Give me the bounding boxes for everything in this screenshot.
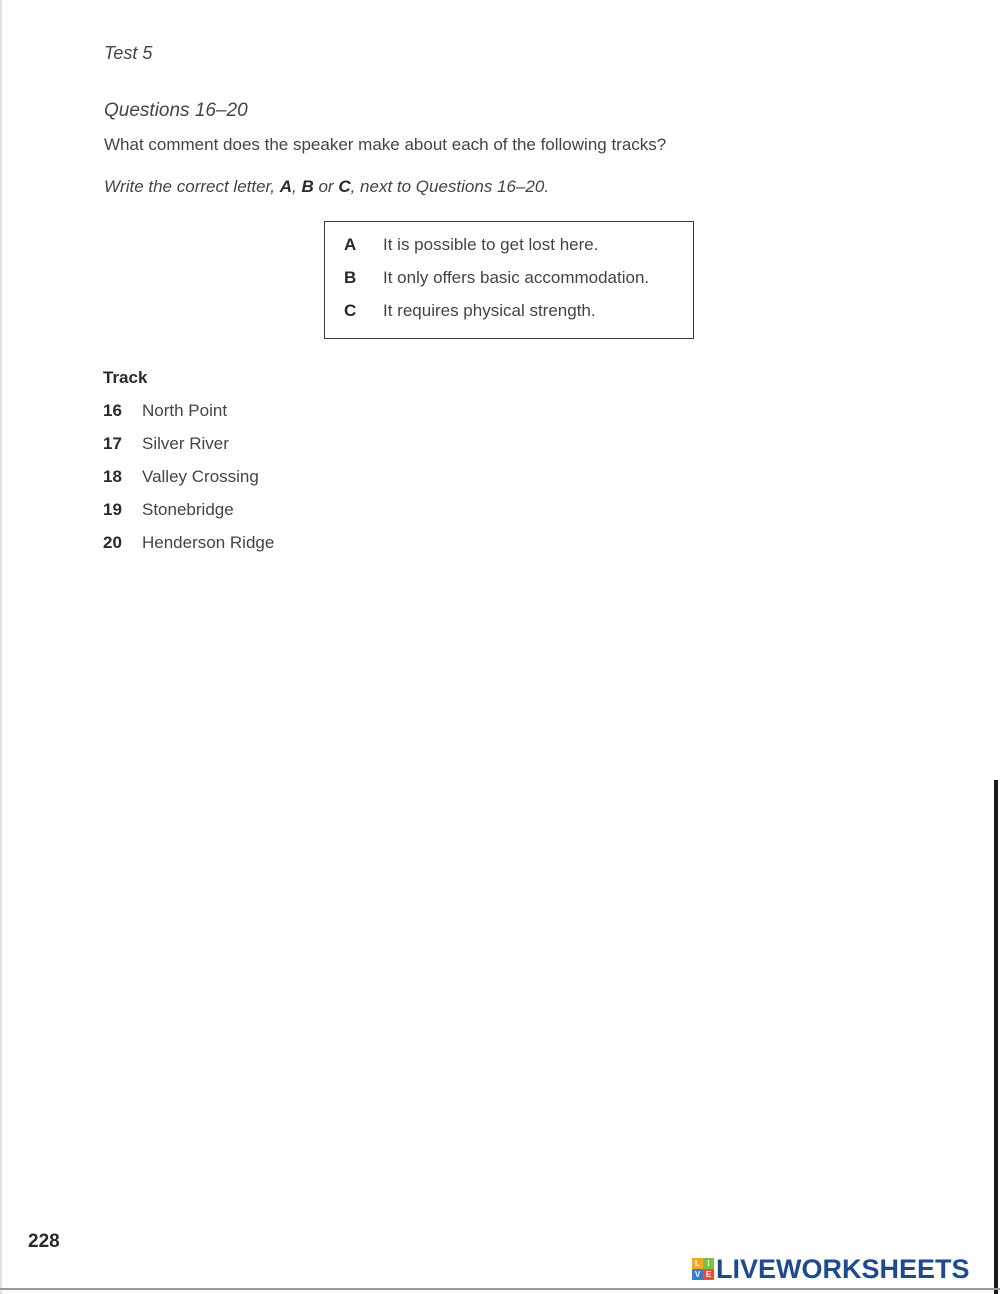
options-box bbox=[324, 221, 694, 339]
instruction-suffix: , next to Questions 16–20. bbox=[350, 177, 550, 196]
option-letter: A bbox=[344, 235, 357, 254]
test-label: Test 5 bbox=[104, 43, 153, 63]
logo-cell: V bbox=[692, 1269, 703, 1280]
option-text: It is possible to get lost here. bbox=[383, 235, 599, 254]
brand-text: LIVEWORKSHEETS bbox=[716, 1253, 970, 1284]
instruction-letter-b: B bbox=[301, 177, 314, 196]
instruction-or: or bbox=[313, 177, 339, 196]
option-text: It only offers basic accommodation. bbox=[383, 268, 650, 287]
logo-cell: E bbox=[703, 1269, 714, 1280]
question-prompt: What comment does the speaker make about each of the following tracks? bbox=[104, 135, 667, 154]
track-number: 20 bbox=[103, 533, 122, 552]
instruction-comma: , bbox=[292, 177, 302, 196]
track-name: North Point bbox=[142, 401, 228, 420]
liveworksheets-logo-icon bbox=[692, 1258, 714, 1280]
instruction-letter-c: C bbox=[338, 177, 351, 196]
page-number: 228 bbox=[28, 1231, 60, 1252]
scan-edge-left bbox=[0, 0, 3, 1294]
track-number: 16 bbox=[103, 401, 122, 420]
track-heading: Track bbox=[103, 368, 148, 387]
track-number: 19 bbox=[103, 500, 122, 519]
instruction-prefix: Write the correct letter, bbox=[104, 177, 280, 196]
section-heading: Questions 16–20 bbox=[104, 100, 248, 121]
scan-edge-right bbox=[994, 780, 998, 1294]
track-name: Silver River bbox=[142, 434, 229, 453]
option-text: It requires physical strength. bbox=[383, 301, 596, 320]
option-letter: B bbox=[344, 268, 357, 287]
option-row-a bbox=[325, 235, 693, 261]
option-row-b bbox=[325, 268, 693, 294]
liveworksheets-brand[interactable] bbox=[692, 1254, 970, 1284]
track-name: Stonebridge bbox=[142, 500, 234, 519]
option-letter: C bbox=[344, 301, 357, 320]
option-row-c bbox=[325, 301, 693, 327]
track-name: Henderson Ridge bbox=[142, 533, 275, 552]
instruction-letter-a: A bbox=[279, 177, 293, 196]
scan-edge-bottom bbox=[0, 1288, 1000, 1290]
track-name: Valley Crossing bbox=[142, 467, 259, 486]
logo-cell: L bbox=[692, 1258, 703, 1269]
track-number: 17 bbox=[103, 434, 122, 453]
logo-cell: I bbox=[703, 1258, 714, 1269]
track-number: 18 bbox=[103, 467, 122, 486]
instruction bbox=[104, 177, 549, 197]
